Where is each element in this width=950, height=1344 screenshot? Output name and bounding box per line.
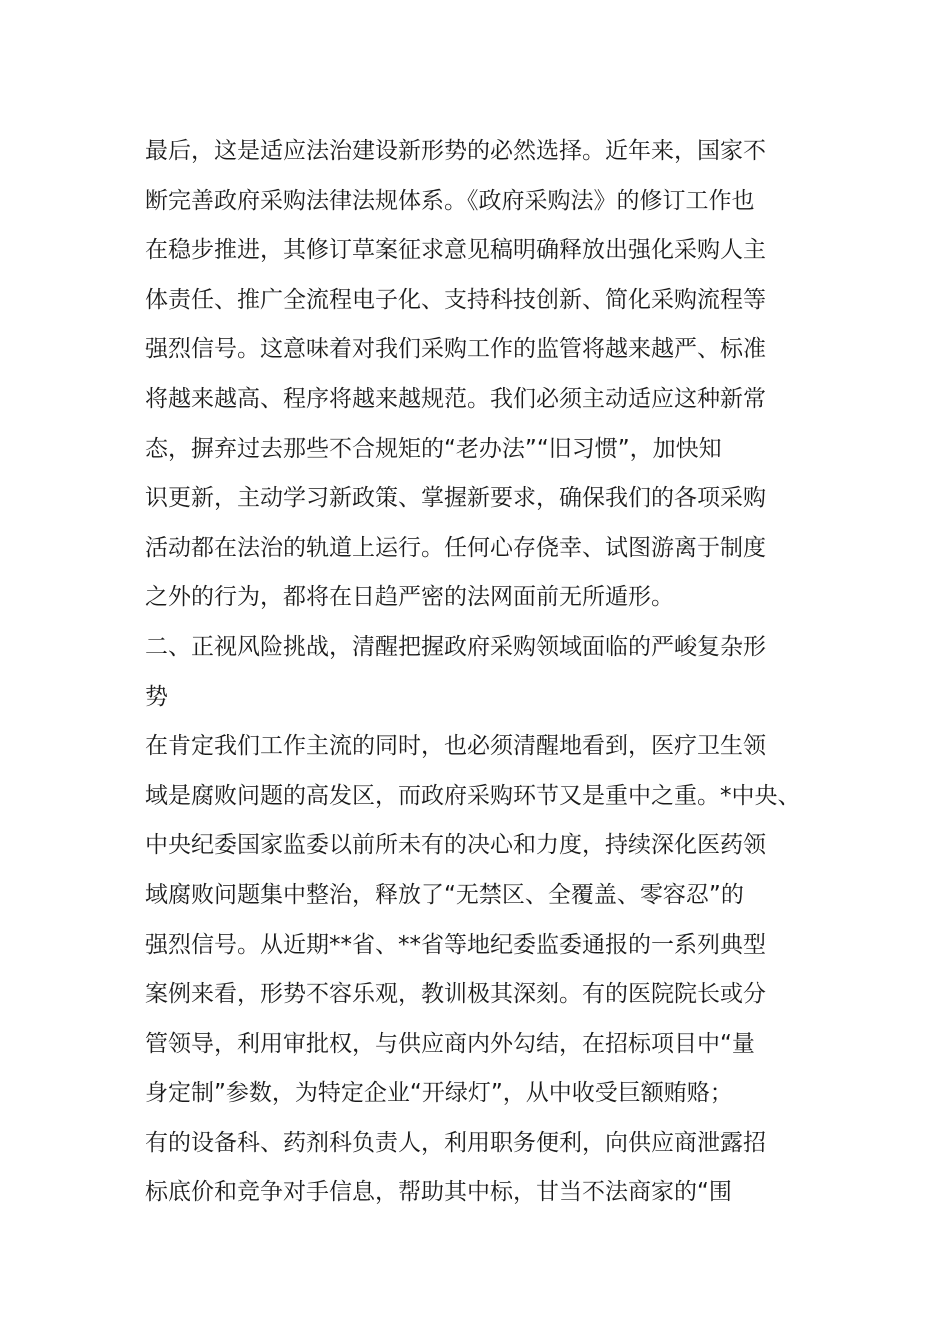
paragraph-line: 强烈信号。从近期**省、**省等地纪委监委通报的一系列典型: [145, 931, 766, 958]
paragraph-line: 有的设备科、药剂科负责人，利用职务便利，向供应商泄露招: [145, 1129, 766, 1156]
paragraph-line: 身定制”参数，为特定企业“开绿灯”，从中收受巨额贿赂；: [145, 1080, 733, 1107]
paragraph-line: 域是腐败问题的高发区，而政府采购环节又是重中之重。*中央、: [145, 782, 801, 809]
section-heading-line: 势: [145, 683, 168, 710]
paragraph-line: 案例来看，形势不容乐观，教训极其深刻。有的医院院长或分: [145, 981, 766, 1008]
paragraph-line: 标底价和竞争对手信息，帮助其中标，甘当不法商家的“围: [145, 1179, 732, 1206]
paragraph-line: 将越来越高、程序将越来越规范。我们必须主动适应这种新常: [145, 385, 766, 412]
paragraph-line: 管领导，利用审批权，与供应商内外勾结，在招标项目中“量: [145, 1030, 755, 1057]
paragraph-line: 强烈信号。这意味着对我们采购工作的监管将越来越严、标准: [145, 336, 766, 363]
paragraph-line: 最后，这是适应法治建设新形势的必然选择。近年来，国家不: [145, 138, 766, 164]
paragraph-line: 态，摒弃过去那些不合规矩的“老办法”“旧习惯”，加快知: [145, 435, 722, 462]
paragraph-line: 中央纪委国家监委以前所未有的决心和力度，持续深化医药领: [145, 832, 766, 859]
section-heading-line: 二、正视风险挑战，清醒把握政府采购领域面临的严峻复杂形: [145, 633, 766, 660]
paragraph-line: 体责任、推广全流程电子化、支持科技创新、简化采购流程等: [145, 286, 766, 313]
paragraph-line: 在稳步推进，其修订草案征求意见稿明确释放出强化采购人主: [145, 237, 766, 264]
paragraph-line: 在肯定我们工作主流的同时，也必须清醒地看到，医疗卫生领: [145, 733, 766, 760]
paragraph-line: 断完善政府采购法律法规体系。《政府采购法》的修订工作也: [145, 187, 755, 214]
paragraph-line: 域腐败问题集中整治，释放了“无禁区、全覆盖、零容忍”的: [145, 881, 744, 908]
paragraph-line: 活动都在法治的轨道上运行。任何心存侥幸、试图游离于制度: [145, 534, 766, 561]
paragraph-line: 之外的行为，都将在日趋严密的法网面前无所遁形。: [145, 584, 674, 611]
document-body: [145, 127, 805, 1218]
paragraph-line: 识更新，主动学习新政策、掌握新要求，确保我们的各项采购: [145, 485, 766, 512]
